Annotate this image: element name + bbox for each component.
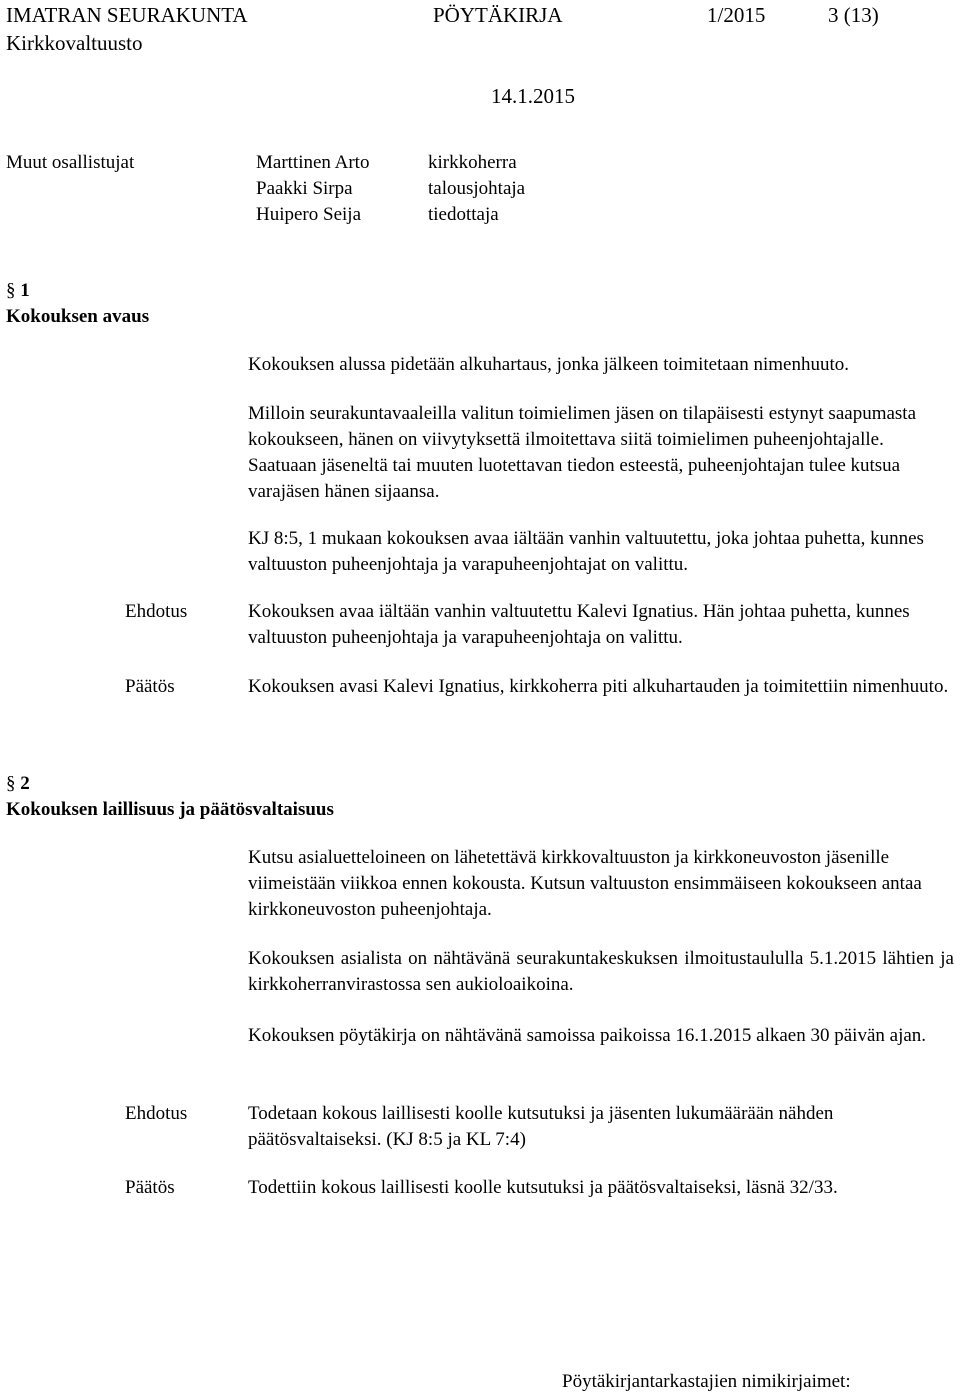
- page-number: 3 (13): [828, 3, 879, 27]
- participant-name: Huipero Seija: [256, 204, 362, 225]
- section-number: 1: [20, 280, 30, 301]
- meeting-date: 14.1.2015: [491, 84, 575, 108]
- section-number: 2: [20, 773, 30, 794]
- proposal-text: Kokouksen avaa iältään vanhin valtuutettu Kalevi Ignatius. Hän johtaa puhetta, kunnes valtuuston puheenjohtaja ja varapuheenjohtaja on valittu.: [248, 601, 910, 648]
- decision-label: Päätös: [125, 676, 175, 697]
- participant-role: tiedottaja: [428, 204, 499, 225]
- initials-label: Pöytäkirjantarkastajien nimikirjaimet:: [562, 1371, 851, 1392]
- proposal-label: Ehdotus: [125, 601, 188, 622]
- section-2-title: Kokouksen laillisuus ja päätösvaltaisuus: [6, 799, 334, 820]
- section-2-number: [6, 771, 30, 797]
- document-number: 1/2015: [707, 3, 766, 27]
- meeting-body: Kirkkovaltuusto: [6, 31, 143, 55]
- section-1-paragraph: KJ 8:5, 1 mukaan kokouksen avaa iältään vanhin valtuutettu, joka johtaa puhetta, kunnes valtuuston puheenjohtaja ja varapuheenjohtajat on valittu.: [248, 528, 924, 575]
- proposal-label: Ehdotus: [125, 1103, 188, 1124]
- section-symbol: §: [6, 280, 16, 301]
- proposal-text: Todetaan kokous laillisesti koolle kutsutuksi ja jäsenten lukumäärään nähden päätösvaltaiseksi. (KJ 8:5 ja KL 7:4): [248, 1103, 834, 1150]
- section-1-paragraph: Kokouksen alussa pidetään alkuhartaus, jonka jälkeen toimitetaan nimenhuuto.: [248, 354, 849, 375]
- participant-name: Paakki Sirpa: [256, 178, 353, 199]
- participant-role: kirkkoherra: [428, 152, 517, 173]
- decision-label: Päätös: [125, 1177, 175, 1198]
- participant-role: talousjohtaja: [428, 178, 526, 199]
- section-1-number: [6, 278, 30, 304]
- section-2-paragraph: Kokouksen asialista on nähtävänä seurakuntakeskuksen ilmoitustaululla 5.1.2015 lähtien ja kirkkoherranvirastossa sen aukioloaikoina.: [248, 948, 954, 995]
- section-symbol: §: [6, 773, 16, 794]
- decision-text: Todettiin kokous laillisesti koolle kutsutuksi ja päätösvaltaiseksi, läsnä 32/33.: [248, 1177, 838, 1198]
- section-1-title: Kokouksen avaus: [6, 306, 150, 327]
- section-2-paragraph: Kutsu asialuetteloineen on lähetettävä kirkkovaltuuston ja kirkkoneuvoston jäsenille viimeistään viikkoa ennen kokousta. Kutsun valtuuston ensimmäiseen kokoukseen antaa kirkkoneuvoston puheenjohtaja.: [248, 847, 922, 920]
- participants-label: Muut osallistujat: [6, 152, 135, 173]
- organization-name: IMATRAN SEURAKUNTA: [6, 3, 248, 27]
- decision-text: Kokouksen avasi Kalevi Ignatius, kirkkoherra piti alkuhartauden ja toimitettiin nimenhuuto.: [248, 676, 949, 697]
- participant-name: Marttinen Arto: [256, 152, 370, 173]
- section-1-paragraph: Milloin seurakuntavaaleilla valitun toimielimen jäsen on tilapäisesti estynyt saapumasta kokoukseen, hänen on viivytyksettä ilmoitettava siitä toimielimen puheenjohtajalle. Saatuaan jäseneltä tai muuten luotettavan tiedon esteestä, puheenjohtajan tulee kutsua varajäsen hänen sijaansa.: [248, 403, 917, 502]
- section-2-paragraph: Kokouksen pöytäkirja on nähtävänä samoissa paikoissa 16.1.2015 alkaen 30 päivän ajan.: [248, 1025, 927, 1046]
- document-type: PÖYTÄKIRJA: [433, 3, 563, 27]
